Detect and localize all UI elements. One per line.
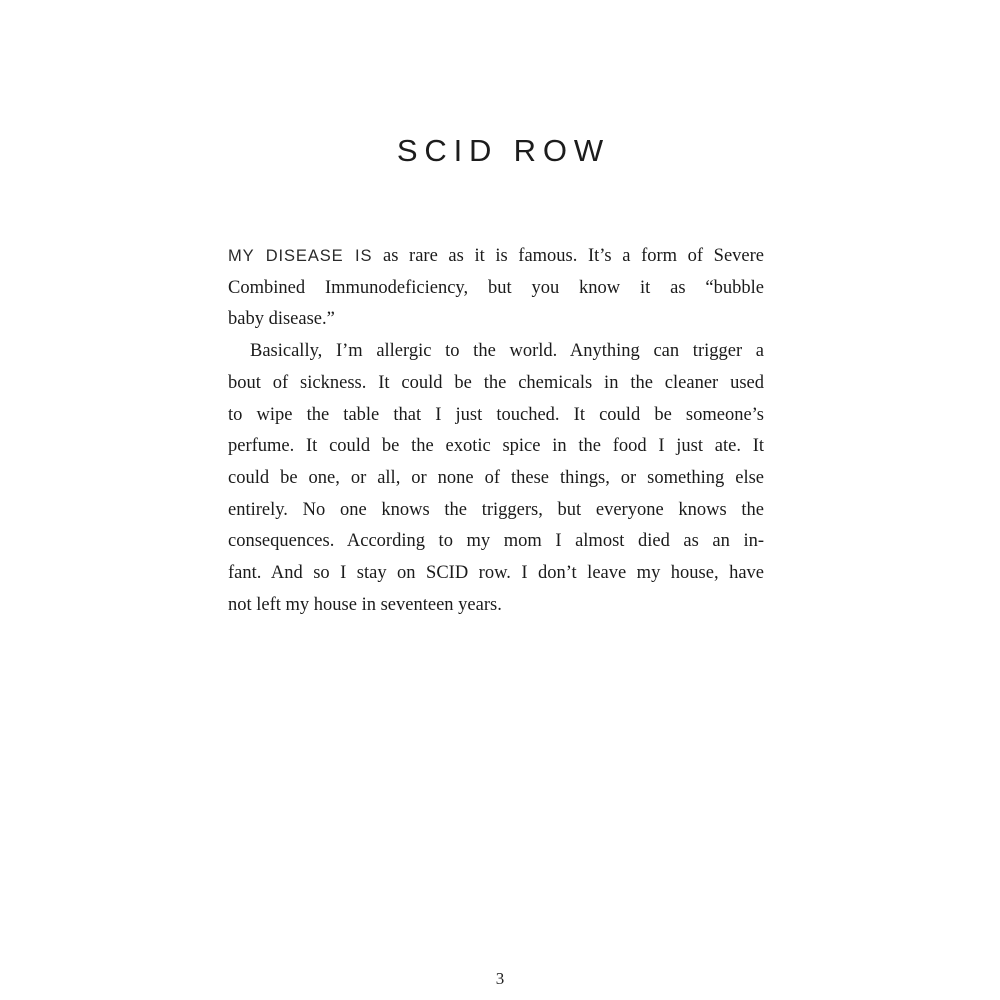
chapter-title: SCID ROW [396, 133, 610, 168]
body-line: could be one, or all, or none of these things, or something else [228, 467, 764, 488]
page-number: 3 [495, 969, 505, 988]
body-line: perfume. It could be the exotic spice in the food I just ate. It [228, 436, 764, 457]
body-line: fant. And so I stay on SCID row. I don’t leave my house, have [228, 563, 764, 584]
body-line: Combined Immunodeficiency, but you know it as “bubble [228, 277, 764, 298]
body-line: bout of sickness. It could be the chemicals in the cleaner used [228, 372, 764, 393]
body-line: baby disease.” [228, 309, 335, 330]
body-line: to wipe the table that I just touched. It could be someone’s [228, 404, 764, 425]
lead-in-small-caps: MY DISEASE IS [228, 247, 373, 265]
body-line: entirely. No one knows the triggers, but everyone knows the [228, 499, 764, 520]
body-text [228, 241, 764, 621]
body-line: consequences. According to my mom I almost died as an in- [228, 531, 764, 552]
body-line: MY DISEASE IS as rare as it is famous. It’s a form of Severe [228, 246, 765, 266]
body-line: Basically, I’m allergic to the world. Anything can trigger a [250, 341, 764, 362]
body-line: not left my house in seventeen years. [228, 594, 502, 615]
